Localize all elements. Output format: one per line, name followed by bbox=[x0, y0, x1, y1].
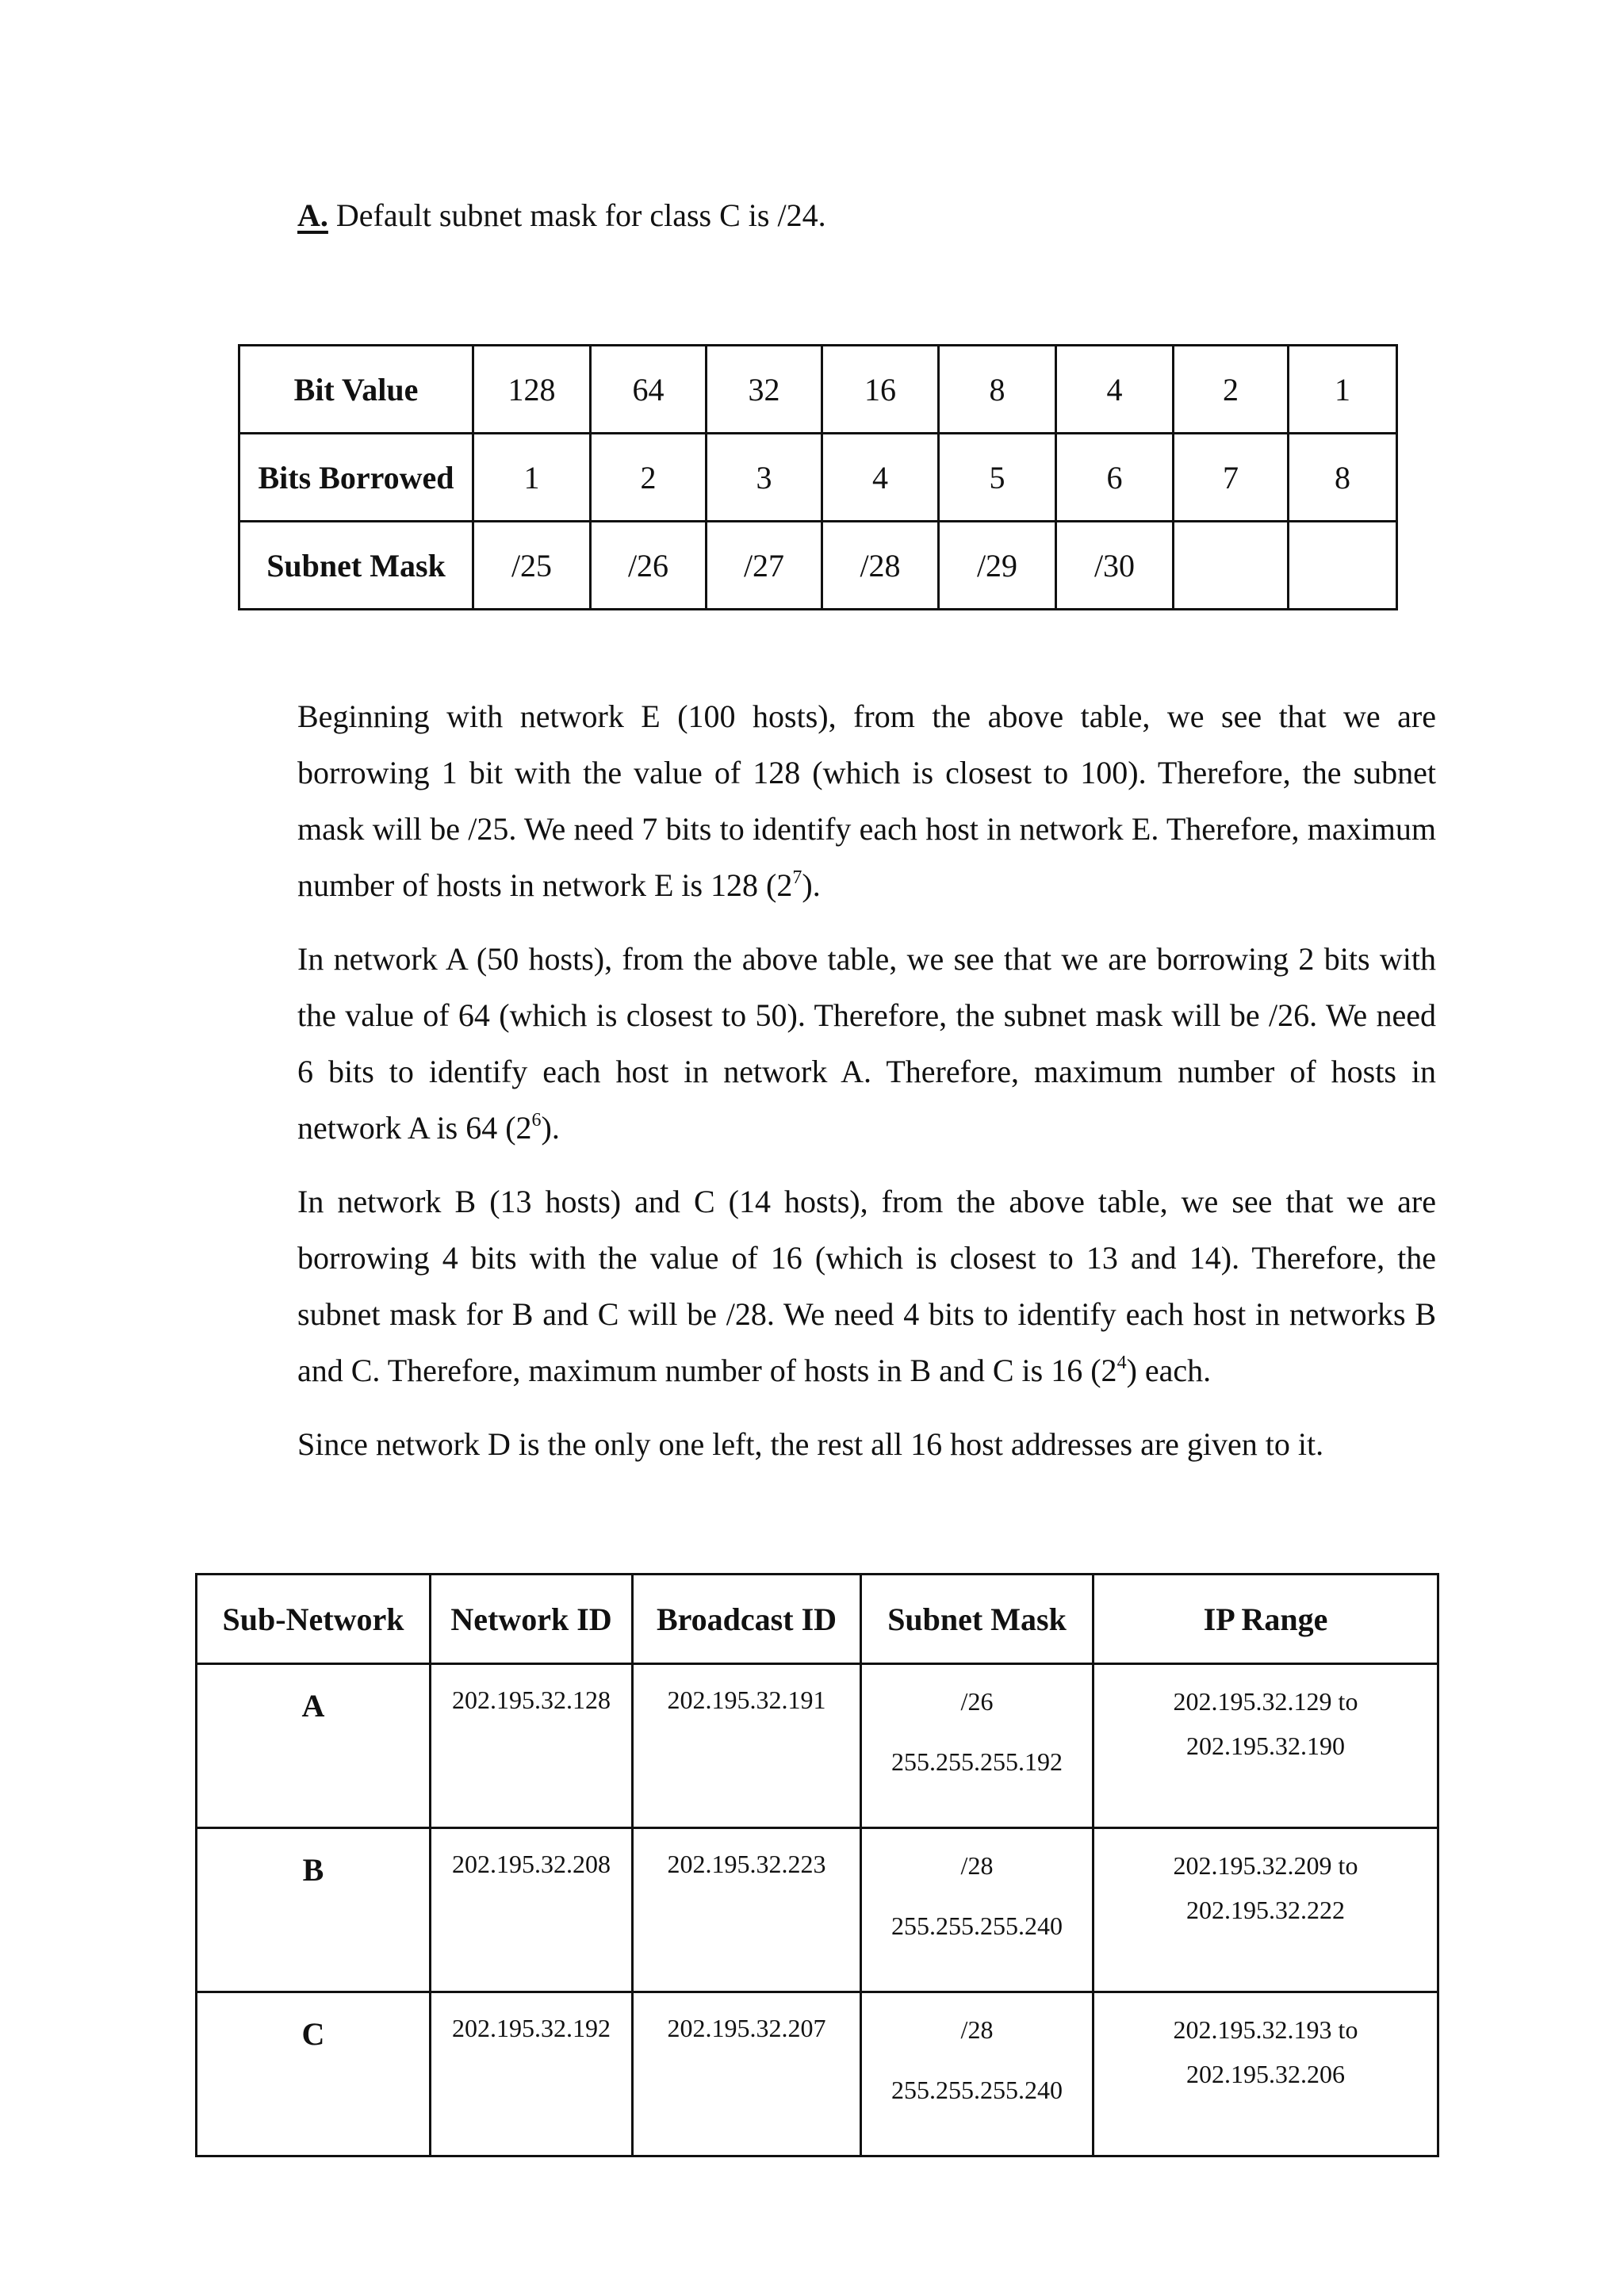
paragraph-network-b-c bbox=[297, 1173, 1436, 1399]
paragraph-network-e bbox=[297, 688, 1436, 913]
paragraph-text: Since network D is the only one left, the rest all 16 host addresses are given to it. bbox=[297, 1426, 1324, 1462]
table-cell: /27 bbox=[707, 522, 822, 610]
subnet-mask-row bbox=[239, 522, 1397, 610]
mask-cidr: /26 bbox=[960, 1687, 994, 1716]
broadcast-id-cell: 202.195.32.207 bbox=[633, 1992, 861, 2156]
subnet-label: B bbox=[197, 1828, 431, 1992]
table-cell: 8 bbox=[1289, 434, 1397, 522]
paragraph-text: Beginning with network E (100 hosts), from the above table, we see that we are borrowing 1 bit with the value of 128 (which is closest to 100). Therefore, the subnet mask will be /25. We need 7 bits to identify each host in network E. Therefore, maximum number of hosts in network E is 128 (2 bbox=[297, 698, 1436, 903]
mask-cidr: /28 bbox=[960, 2015, 994, 2044]
table-cell: 4 bbox=[822, 434, 939, 522]
bits-borrowed-row bbox=[239, 434, 1397, 522]
ip-range-cell bbox=[1094, 1664, 1438, 1828]
column-header: IP Range bbox=[1094, 1575, 1438, 1664]
table-cell: 5 bbox=[939, 434, 1056, 522]
broadcast-id-cell: 202.195.32.223 bbox=[633, 1828, 861, 1992]
section-letter: A. bbox=[297, 197, 328, 233]
subnet-mask-cell bbox=[861, 1828, 1094, 1992]
table-cell: 1 bbox=[473, 434, 591, 522]
table-cell: 1 bbox=[1289, 346, 1397, 434]
paragraph-text: In network A (50 hosts), from the above table, we see that we are borrowing 2 bits with the value of 64 (which is closest to 50). Therefore, the subnet mask will be /26. We need 6 bits to identify each host in network A. Therefore, maximum number of hosts in network A is 64 (2 bbox=[297, 941, 1436, 1146]
section-heading-text: Default subnet mask for class C is /24. bbox=[327, 197, 826, 233]
mask-dotted: 255.255.255.240 bbox=[891, 2076, 1063, 2104]
row-header: Bit Value bbox=[239, 346, 473, 434]
table-cell: 4 bbox=[1056, 346, 1174, 434]
range-start: 202.195.32.129 to bbox=[1173, 1687, 1358, 1716]
paragraph-tail: ). bbox=[802, 867, 821, 903]
table-cell bbox=[1289, 522, 1397, 610]
range-end: 202.195.32.206 bbox=[1186, 2060, 1345, 2088]
range-start: 202.195.32.209 to bbox=[1173, 1851, 1358, 1880]
table-cell: 64 bbox=[591, 346, 707, 434]
table-cell: 2 bbox=[591, 434, 707, 522]
mask-cidr: /28 bbox=[960, 1851, 994, 1880]
section-heading bbox=[297, 193, 826, 238]
table-cell bbox=[1174, 522, 1289, 610]
table-cell: 16 bbox=[822, 346, 939, 434]
table-cell: /28 bbox=[822, 522, 939, 610]
table-cell: 2 bbox=[1174, 346, 1289, 434]
network-id-cell: 202.195.32.128 bbox=[431, 1664, 633, 1828]
paragraph-tail: ). bbox=[541, 1110, 560, 1146]
column-header: Broadcast ID bbox=[633, 1575, 861, 1664]
subnet-label: A bbox=[197, 1664, 431, 1828]
bit-value-table bbox=[238, 344, 1398, 610]
table-cell: 128 bbox=[473, 346, 591, 434]
paragraph-network-d bbox=[297, 1416, 1436, 1472]
row-header: Subnet Mask bbox=[239, 522, 473, 610]
explanation-text bbox=[297, 688, 1436, 1490]
subnet-mask-cell bbox=[861, 1664, 1094, 1828]
range-end: 202.195.32.190 bbox=[1186, 1732, 1345, 1760]
network-id-cell: 202.195.32.208 bbox=[431, 1828, 633, 1992]
subnet-mask-cell bbox=[861, 1992, 1094, 2156]
column-header: Subnet Mask bbox=[861, 1575, 1094, 1664]
mask-dotted: 255.255.255.240 bbox=[891, 1911, 1063, 1940]
paragraph-text: In network B (13 hosts) and C (14 hosts), from the above table, we see that we are borrowing 4 bits with the value of 16 (which is closest to 13 and 14). Therefore, the subnet mask for B and C will be /28. We need 4 bits to identify each host in networks B and C. Therefore, maximum number of hosts in B and C is 16 (2 bbox=[297, 1184, 1436, 1388]
table-cell: 8 bbox=[939, 346, 1056, 434]
table-row bbox=[197, 1828, 1438, 1992]
table-cell: 3 bbox=[707, 434, 822, 522]
exponent: 7 bbox=[792, 867, 802, 888]
column-header: Network ID bbox=[431, 1575, 633, 1664]
ip-range-cell bbox=[1094, 1992, 1438, 2156]
mask-dotted: 255.255.255.192 bbox=[891, 1747, 1063, 1776]
table-cell: /30 bbox=[1056, 522, 1174, 610]
bit-value-row bbox=[239, 346, 1397, 434]
table-row bbox=[197, 1992, 1438, 2156]
exponent: 6 bbox=[531, 1110, 542, 1131]
table-cell: 32 bbox=[707, 346, 822, 434]
paragraph-network-a bbox=[297, 931, 1436, 1156]
table-row bbox=[197, 1664, 1438, 1828]
column-header: Sub-Network bbox=[197, 1575, 431, 1664]
table-cell: /29 bbox=[939, 522, 1056, 610]
broadcast-id-cell: 202.195.32.191 bbox=[633, 1664, 861, 1828]
paragraph-tail: ) each. bbox=[1126, 1353, 1212, 1388]
table-cell: 7 bbox=[1174, 434, 1289, 522]
table-header-row bbox=[197, 1575, 1438, 1664]
table-cell: /26 bbox=[591, 522, 707, 610]
range-end: 202.195.32.222 bbox=[1186, 1896, 1345, 1924]
table-cell: 6 bbox=[1056, 434, 1174, 522]
range-start: 202.195.32.193 to bbox=[1173, 2015, 1358, 2044]
subnet-allocation-table bbox=[195, 1573, 1439, 2157]
row-header: Bits Borrowed bbox=[239, 434, 473, 522]
table-cell: /25 bbox=[473, 522, 591, 610]
exponent: 4 bbox=[1116, 1353, 1127, 1373]
ip-range-cell bbox=[1094, 1828, 1438, 1992]
network-id-cell: 202.195.32.192 bbox=[431, 1992, 633, 2156]
subnet-label: C bbox=[197, 1992, 431, 2156]
